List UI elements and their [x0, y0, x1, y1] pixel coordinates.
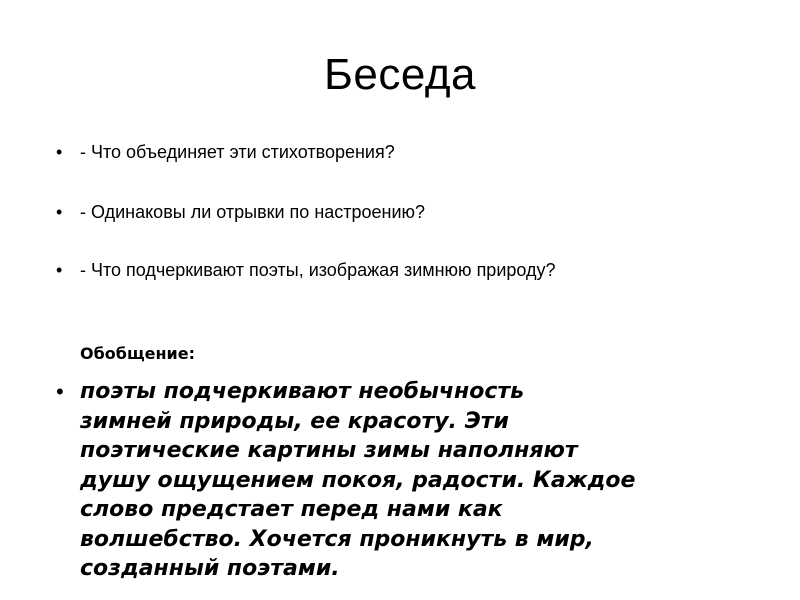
question-item-2 [56, 201, 756, 223]
summary-line-2: зимней природы, ее красоту. Эти [80, 408, 509, 434]
slide-title: Беседа [324, 50, 476, 99]
question-item-1 [56, 141, 756, 163]
summary-line-6: волшебство. Хочется проникнуть в мир, [80, 526, 594, 552]
bullet-icon: • [56, 202, 63, 222]
summary-line-4: душу ощущением покоя, радости. Каждое [80, 467, 636, 493]
question-item-3 [56, 259, 756, 281]
question-text-2: - Одинаковы ли отрывки по настроению? [80, 202, 426, 222]
bullet-icon: • [56, 260, 63, 280]
summary-heading: Обобщение: [80, 344, 195, 363]
bullet-icon: • [56, 142, 63, 162]
summary-item [56, 377, 766, 584]
question-text-1: - Что объединяет эти стихотворения? [80, 142, 395, 162]
summary-line-1: поэты подчеркивают необычность [80, 379, 525, 404]
bullet-icon: • [56, 379, 64, 404]
summary-line-7: созданный поэтами. [80, 556, 340, 581]
question-text-3: - Что подчеркивают поэты, изображая зимнюю природу? [80, 260, 556, 280]
summary-text [80, 377, 760, 584]
summary-line-3: поэтические картины зимы наполняют [80, 438, 578, 463]
summary-line-5: слово предстает перед нами как [80, 497, 503, 522]
